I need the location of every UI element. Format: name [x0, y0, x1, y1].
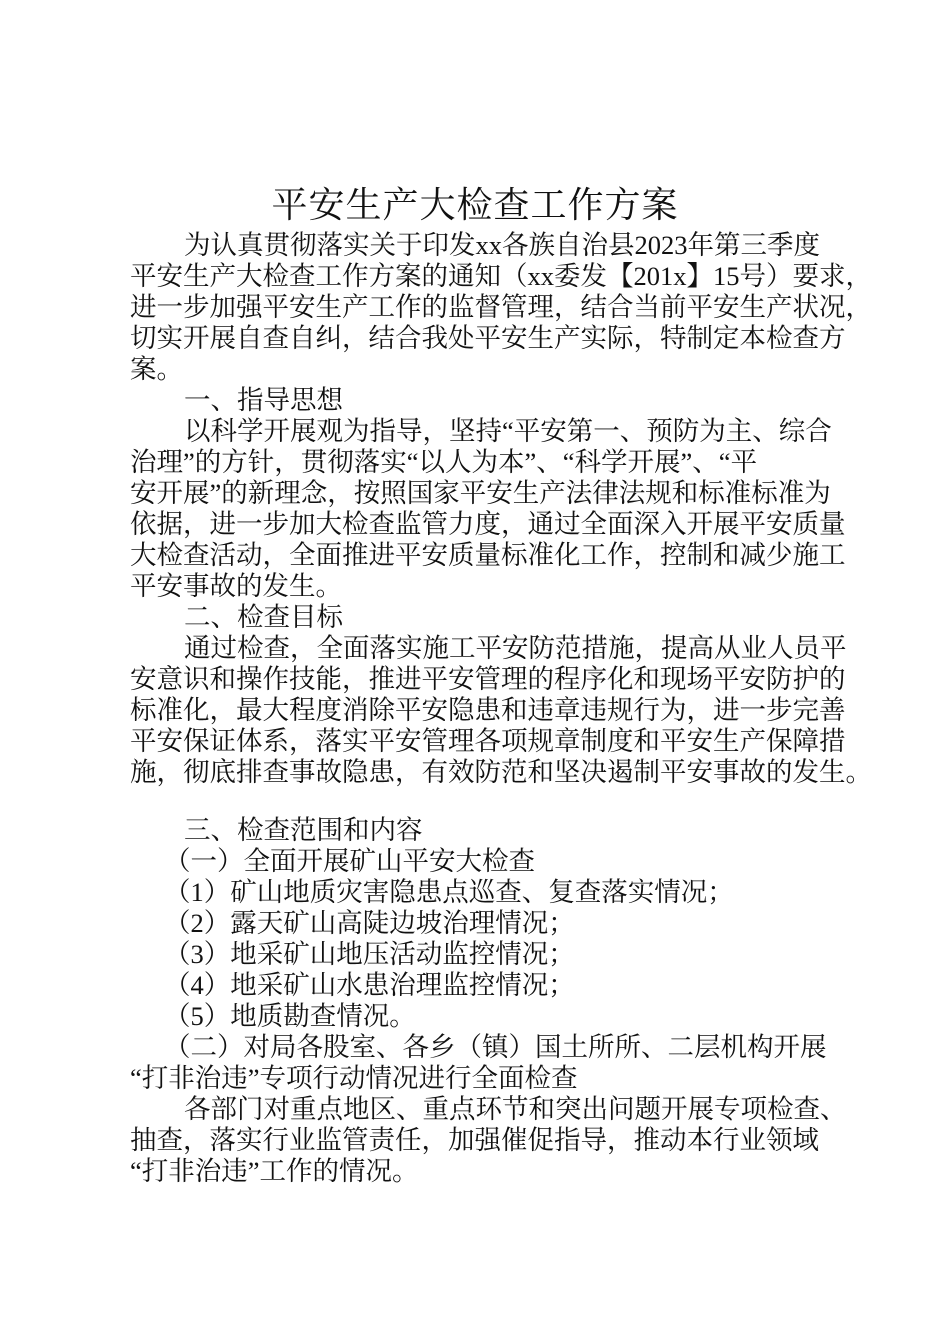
intro-line: 切实开展自查自纠，结合我处平安生产实际，特制定本检查方 — [130, 323, 846, 353]
paragraph-line: 平安事故的发生。 — [130, 571, 342, 601]
paragraph-line: 以科学开展观为指导，坚持“平安第一、预防为主、综合 — [184, 416, 832, 446]
paragraph-line: 标准化，最大程度消除平安隐患和违章违规行为，进一步完善 — [130, 695, 846, 725]
subsection-heading: （二）对局各股室、各乡（镇）国土所所、二层机构开展 — [164, 1032, 827, 1062]
blank-line — [130, 788, 840, 815]
intro-line: 案。 — [130, 354, 183, 384]
paragraph-line: 通过检查，全面落实施工平安防范措施，提高从业人员平 — [184, 633, 847, 663]
section-heading: 二、检查目标 — [184, 602, 343, 632]
list-item: （5）地质勘查情况。 — [164, 1001, 416, 1031]
paragraph-line: 施，彻底排查事故隐患，有效防范和坚决遏制平安事故的发生。 — [130, 757, 872, 787]
paragraph-line: 依据，进一步加大检查监管力度，通过全面深入开展平安质量 — [130, 509, 846, 539]
intro-line: 进一步加强平安生产工作的监督管理，结合当前平安生产状况， — [130, 292, 872, 322]
section-heading: 一、指导思想 — [184, 385, 343, 415]
paragraph-line: 平安保证体系，落实平安管理各项规章制度和平安生产保障措 — [130, 726, 846, 756]
list-item: （3）地采矿山地压活动监控情况； — [164, 939, 575, 969]
list-item: （2）露天矿山高陡边坡治理情况； — [164, 908, 575, 938]
subsection-heading: （一）全面开展矿山平安大检查 — [164, 846, 535, 876]
paragraph-line: “打非治违”工作的情况。 — [130, 1156, 419, 1186]
paragraph-line: 安开展”的新理念，按照国家平安生产法律法规和标准标准为 — [130, 478, 831, 508]
paragraph-line: 治理”的方针，贯彻落实“以人为本”、“科学开展”、“平 — [130, 447, 758, 477]
section-heading: 三、检查范围和内容 — [184, 815, 423, 845]
paragraph-line: 抽查，落实行业监管责任，加强催促指导，推动本行业领域 — [130, 1125, 819, 1155]
subsection-heading: “打非治违”专项行动情况进行全面检查 — [130, 1063, 578, 1093]
intro-line: 为认真贯彻落实关于印发xx各族自治县2023年第三季度 — [184, 230, 820, 260]
paragraph-line: 各部门对重点地区、重点环节和突出问题开展专项检查、 — [184, 1094, 847, 1124]
intro-line: 平安生产大检查工作方案的通知（xx委发【201x】15号）要求， — [130, 261, 872, 291]
list-item: （4）地采矿山水患治理监控情况； — [164, 970, 575, 1000]
paragraph-line: 大检查活动，全面推进平安质量标准化工作，控制和减少施工 — [130, 540, 846, 570]
list-item: （1）矿山地质灾害隐患点巡查、复查落实情况； — [164, 877, 734, 907]
document-body — [130, 230, 872, 1187]
paragraph-line: 安意识和操作技能，推进平安管理的程序化和现场平安防护的 — [130, 664, 846, 694]
document-title: 平安生产大检查工作方案 — [271, 185, 679, 225]
